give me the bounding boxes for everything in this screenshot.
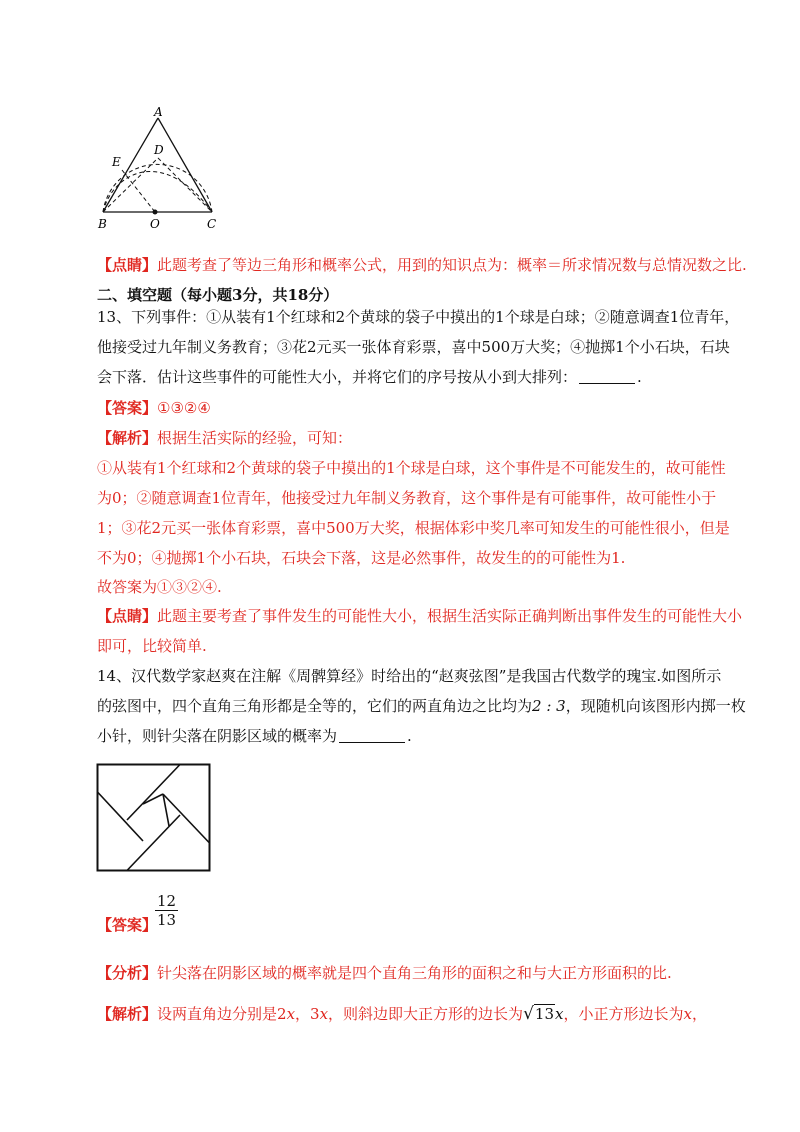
q13-line-2: 他接受过九年制义务教育；③花2元买一张体育彩票，喜中500万大奖；④抛掷1个小石块，石块 — [97, 338, 730, 356]
sqrt-13: √13x — [523, 1004, 564, 1024]
note-line-1: 【点睛】此题考查了等边三角形和概率公式，用到的知识点为：概率＝所求情况数与总情况数之比. — [97, 256, 747, 274]
answer-blank — [579, 369, 635, 384]
triangle-figure — [92, 104, 222, 234]
label-c: C — [207, 217, 217, 231]
q13-analysis-3: 为0；②随意调查1位青年，他接受过九年制义务教育，这个事件是有可能事件，故可能性小于 — [97, 489, 717, 507]
q14-solution: 【解析】设两直角边分别是2x，3x，则斜边即大正方形的边长为√13x，小正方形边长为x， — [97, 1004, 707, 1024]
zhao-shuang-diagram — [96, 763, 212, 873]
q13-note-1: 【点睛】此题主要考查了事件发生的可能性大小，根据生活实际正确判断出事件发生的可能性大小 — [97, 607, 743, 625]
q14-line-3: 小针，则针尖落在阴影区域的概率为 . — [97, 727, 412, 745]
q13-analysis-5: 不为0；④抛掷1个小石块，石块会下落，这是必然事件，故发生的的可能性为1. — [97, 549, 626, 567]
q14-line-1: 14、汉代数学家赵爽在注解《周髀算经》时给出的“赵爽弦图”是我国古代数学的瑰宝.如图所示 — [97, 667, 722, 685]
q14-line-2: 的弦图中，四个直角三角形都是全等的，它们的两直角边之比均为2 : 3，现随机向该图形内掷一枚 — [97, 697, 746, 715]
q13-line-3: 会下落．估计这些事件的可能性大小，并将它们的序号按从小到大排列： . — [97, 368, 642, 386]
answer-fraction: $\frac{12}{13}$ — [157, 892, 177, 929]
label-a: A — [154, 105, 163, 119]
q13-analysis-6: 故答案为①③②④. — [97, 578, 222, 596]
q13-line-1: 13、下列事件：①从装有1个红球和2个黄球的袋子中摸出的1个球是白球；②随意调查1位青年， — [97, 308, 740, 326]
q13-note-2: 即可，比较简单. — [97, 637, 207, 655]
q13-answer: 【答案】①③②④ — [97, 399, 211, 417]
q14-analysis: 【分析】针尖落在阴影区域的概率就是四个直角三角形的面积之和与大正方形面积的比. — [97, 964, 672, 982]
ratio: 2 : 3 — [532, 697, 566, 715]
q14-answer-tag: 【答案】 — [97, 916, 158, 934]
section-title: 二、填空题（每小题3分，共18分） — [97, 286, 339, 304]
q13-analysis-4: 1；③花2元买一张体育彩票，喜中500万大奖，根据体彩中奖几率可知发生的可能性很小，但是 — [97, 519, 730, 537]
label-e: E — [112, 155, 121, 169]
label-o: O — [150, 217, 160, 231]
q13-analysis-1: 【解析】根据生活实际的经验，可知： — [97, 429, 353, 447]
label-b: B — [98, 217, 107, 231]
label-d: D — [154, 143, 164, 157]
answer-blank-2 — [339, 728, 405, 743]
q13-analysis-2: ①从装有1个红球和2个黄球的袋子中摸出的1个球是白球，这个事件是不可能发生的，故可能性 — [97, 459, 726, 477]
